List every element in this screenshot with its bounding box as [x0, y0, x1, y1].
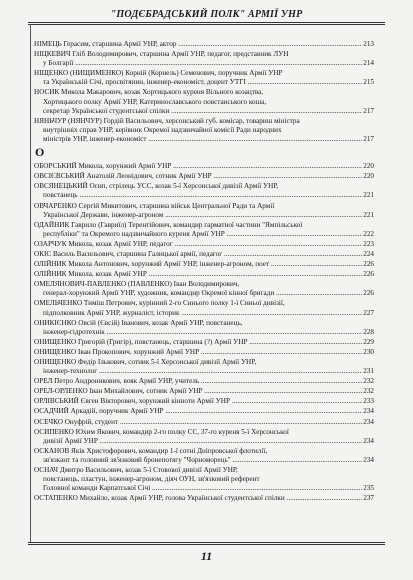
entry-text: ОКІС Василь Васильович, старшина Галицької армії, педагог ..... — [34, 250, 362, 259]
entry-text: Головної команди Карпатської Січі ..... — [43, 484, 362, 493]
index-entry — [34, 466, 374, 493]
entry-line: ОВСЯНЕЦЬКИЙ Осип, стрілець УСС, козак 5-ї Херсонської дивізії Армії УНР, — [34, 182, 279, 191]
entry-line — [34, 135, 374, 144]
entry-text: ОЛІЙНИК Микола Антонович, хорунжий Армії УНР, інженер-агроном, поет ..... — [34, 260, 362, 269]
header-rule-thin — [28, 24, 385, 25]
index-entry — [34, 221, 374, 239]
entry-page-number: 233 — [363, 397, 374, 406]
entry-page-number: 220 — [363, 172, 374, 181]
entry-text: ОСТАПЕНКО Михайло, козак Армії УНР, голова Української студентської спілки ..... — [34, 494, 362, 503]
entry-line: Хортицького полку Армії УНР, Катеринославського повстанського коша, — [43, 97, 267, 106]
entry-line — [34, 456, 374, 465]
entry-line — [34, 377, 374, 386]
entry-text: ОСАДЧИЙ Аркадій, поручник Армії УНР ..... — [34, 407, 362, 416]
entry-text: ОЗАРЧУК Микола, козак Армії УНР, педагог ..... — [34, 240, 362, 249]
entry-text: ОРЛІВСЬКИЙ Євген Вікторович, хорунжий кінноти Армії УНР ..... — [34, 397, 362, 406]
entry-text: ОНИЩЕНКО Іван Прокопович, хорунжий Армії УНР ..... — [34, 348, 362, 357]
entry-line — [34, 289, 374, 298]
entry-page-number: 231 — [363, 367, 374, 376]
entry-line — [34, 437, 374, 446]
entry-page-number: 214 — [363, 59, 374, 68]
index-section-n — [34, 40, 374, 144]
entry-page-number: 213 — [363, 40, 374, 48]
section-letter-o: О — [35, 145, 45, 160]
index-entry — [34, 162, 374, 171]
entry-page-number: 229 — [363, 337, 374, 346]
index-entry — [34, 182, 374, 200]
index-entry — [34, 280, 374, 298]
entry-text: та Українській Січі, просвітянин, інженер-економіст, доцент УТГІ ..... — [43, 78, 362, 87]
entry-line — [34, 309, 374, 318]
entry-line: ОНИКІЄНКО Овсій (Євсій) Іванович, козак Армії УНР, повстанець, — [34, 318, 243, 327]
entry-page-number: 228 — [363, 327, 374, 336]
entry-line — [34, 367, 374, 376]
entry-text: підполковник Армії УНР, журналіст, історик ..... — [43, 309, 362, 318]
entry-line — [34, 40, 374, 49]
entry-page-number: 234 — [363, 417, 374, 426]
entry-line — [34, 338, 374, 347]
entry-line — [34, 162, 374, 171]
entry-line — [34, 494, 374, 503]
index-entry — [34, 172, 374, 181]
entry-page-number: 226 — [363, 270, 374, 279]
footer-rule — [28, 542, 385, 543]
entry-line — [34, 348, 374, 357]
entry-page-number: 220 — [363, 162, 374, 171]
index-entry — [34, 88, 374, 115]
index-entry — [34, 250, 374, 259]
footer-rule-thin — [28, 544, 385, 545]
header-rule — [28, 22, 385, 23]
entry-line — [34, 328, 374, 337]
index-entry — [34, 348, 374, 357]
index-entry — [34, 418, 374, 427]
index-entry — [34, 299, 374, 317]
entry-line — [34, 211, 374, 220]
entry-page-number: 221 — [363, 191, 374, 200]
entry-line: ОМЕЛЯНОВИЧ-ПАВЛЕНКО (ПАВЛЕНКО) Іван Володимирович, — [34, 280, 240, 289]
index-section-o — [34, 162, 374, 503]
entry-page-number: 226 — [363, 289, 374, 298]
entry-page-number: 234 — [363, 455, 374, 464]
entry-line — [34, 172, 374, 181]
entry-text: зв'язкант та головний зв'язковий бронепотягу "Чорноморець" ..... — [43, 456, 362, 465]
index-entry — [34, 358, 374, 376]
entry-page-number: 232 — [363, 387, 374, 396]
entry-text: ОБОРСЬКИЙ Микола, хорунжий Армії УНР ..... — [34, 162, 362, 171]
index-entry — [34, 428, 374, 446]
entry-page-number: 227 — [363, 308, 374, 317]
entry-line: НЯНЬЧУР (НЯНЧУР) Гордій Васильович, херсонський губ. комісар, товариш міністра — [34, 116, 300, 125]
entry-text: республіки" та Окремого надзвичайного куреня Армії УНР ..... — [43, 230, 362, 239]
entry-line — [34, 191, 374, 200]
entry-line — [34, 407, 374, 416]
entry-line: ОСИПЕНКО Юхим Якович, командир 2-го полку СС, 37-го куреня 5-ї Херсонської — [34, 427, 289, 436]
entry-page-number: 230 — [363, 347, 374, 356]
entry-line — [34, 260, 374, 269]
entry-text: дивізії Армії УНР ..... — [43, 437, 362, 446]
running-header: "ПОДЄБРАДСЬКИЙ ПОЛК" АРМІЇ УНР — [110, 9, 303, 20]
entry-text: ОЛІЙНИК Микола, козак Армії УНР ..... — [34, 270, 362, 279]
entry-text: ОРЕЛ-ОРЛЕНКО Іван Михайлович, сотник Армії УНР ..... — [34, 387, 362, 396]
index-entry — [34, 377, 374, 386]
entry-line — [34, 230, 374, 239]
entry-page-number: 217 — [363, 134, 374, 143]
index-entry — [34, 407, 374, 416]
index-entry — [34, 40, 374, 49]
entry-line — [34, 250, 374, 259]
entry-line: ОДАЙНИК Гаврило (Гавриїл) Терентійович, командир гарматної частини "Ямпільської — [34, 220, 303, 229]
entry-line — [34, 418, 374, 427]
entry-text: секретар Української студентської спілки ..... — [43, 107, 362, 116]
entry-line: НОСИК Микола Макарович, козак Хортицького куреня Вільного козацтва, — [34, 88, 264, 97]
index-entry — [34, 117, 374, 144]
index-entry — [34, 50, 374, 68]
entry-text: повстанець ..... — [43, 191, 362, 200]
entry-text: інженер-гідротехнік ..... — [43, 328, 362, 337]
entry-line — [34, 270, 374, 279]
entry-line — [34, 397, 374, 406]
entry-page-number: 237 — [363, 494, 374, 503]
entry-line — [34, 78, 374, 87]
entry-text: ОРЕЛ Петро Андроникович, вояк Армії УНР, учитель ..... — [34, 377, 362, 386]
entry-line — [34, 484, 374, 493]
index-entry — [34, 270, 374, 279]
index-entry — [34, 447, 374, 465]
index-entry — [34, 338, 374, 347]
entry-page-number: 226 — [363, 260, 374, 269]
entry-page-number: 224 — [363, 249, 374, 258]
entry-line — [34, 240, 374, 249]
index-content — [34, 40, 374, 504]
entry-line — [34, 387, 374, 396]
entry-line: ОСКАНОВ Якiв Христофорович, командир 1-ї сотні Дніпровської флотилії, — [34, 446, 268, 455]
entry-line: ОНИЩЕНКО Федір Ількович, сотник 5-ї Херсонської дивізії Армії УНР, — [34, 358, 257, 366]
entry-line: НІЦКЕВИЧ Гліб Володимирович, старшина Армії УНР, педагог, представник ЛУН — [34, 50, 289, 59]
entry-text: інженер-технолог ..... — [43, 367, 362, 376]
index-entry — [34, 387, 374, 396]
entry-line: НІЩЕНКО (НИЩИМЕНКО) Корній (Корнель) Семенович, поручник Армії УНР — [34, 69, 283, 78]
entry-line — [34, 59, 374, 68]
index-entry — [34, 202, 374, 220]
entry-page-number: 223 — [363, 239, 374, 248]
index-entry — [34, 494, 374, 503]
entry-line: повстанець, пластун, інженер-агроном, діяч ОУН, зв'язковий референт — [43, 475, 260, 484]
entry-line: внутрішніх справ УНР, керівник Окремої надзвичайної комісії Ради народних — [43, 125, 282, 134]
entry-page-number: 215 — [363, 78, 374, 87]
index-entry — [34, 69, 374, 87]
entry-text: Української Держави, інженер-агроном ..... — [43, 211, 362, 220]
index-entry — [34, 397, 374, 406]
entry-page-number: 222 — [363, 229, 374, 238]
entry-text: ОСЕЧКО Онуфрій, студент ..... — [34, 418, 362, 427]
index-entry — [34, 319, 374, 337]
entry-page-number: 217 — [363, 106, 374, 115]
entry-page-number: 232 — [363, 377, 374, 386]
entry-page-number: 235 — [363, 484, 374, 493]
entry-line: ОСНАЧ Дмитро Васильович, козак 5-ї Стовової дивізії Армії УНР, — [34, 466, 238, 475]
entry-text: НІМЕЦЬ Герасим, старшина Армії УНР, актор ..... — [34, 40, 362, 49]
entry-text: ОВСІЄВСЬКИЙ Анатолій Леонідович, сотник Армії УНР ..... — [34, 172, 362, 181]
entry-page-number: 221 — [363, 210, 374, 219]
entry-text: у Болгарії ..... — [43, 59, 362, 68]
entry-line: ОМЕЛЬЧЕНКО Тиміш Петрович, курінний 2-го Синього полку 1-ї Синьої дивізії, — [34, 299, 285, 308]
entry-page-number: 234 — [363, 407, 374, 416]
margin-line — [30, 24, 31, 542]
index-entry — [34, 260, 374, 269]
entry-text: міністрів УНР, інженер-економіст ..... — [43, 135, 362, 144]
entry-text: генерал-хорунжий Армії УНР, художник, командир Окремої кінної бригади ..... — [43, 289, 362, 298]
page-number: 11 — [200, 549, 213, 563]
entry-line: ОВЧАРЕНКО Сергій Микитович, старшина військ Центральної Ради та Армії — [34, 201, 275, 210]
entry-text: ОНИЩЕНКО Григорій (Григір), повстанець, старшина (?) Армії УНР ..... — [34, 338, 362, 347]
entry-line — [34, 107, 374, 116]
entry-page-number: 234 — [363, 436, 374, 445]
index-entry — [34, 240, 374, 249]
